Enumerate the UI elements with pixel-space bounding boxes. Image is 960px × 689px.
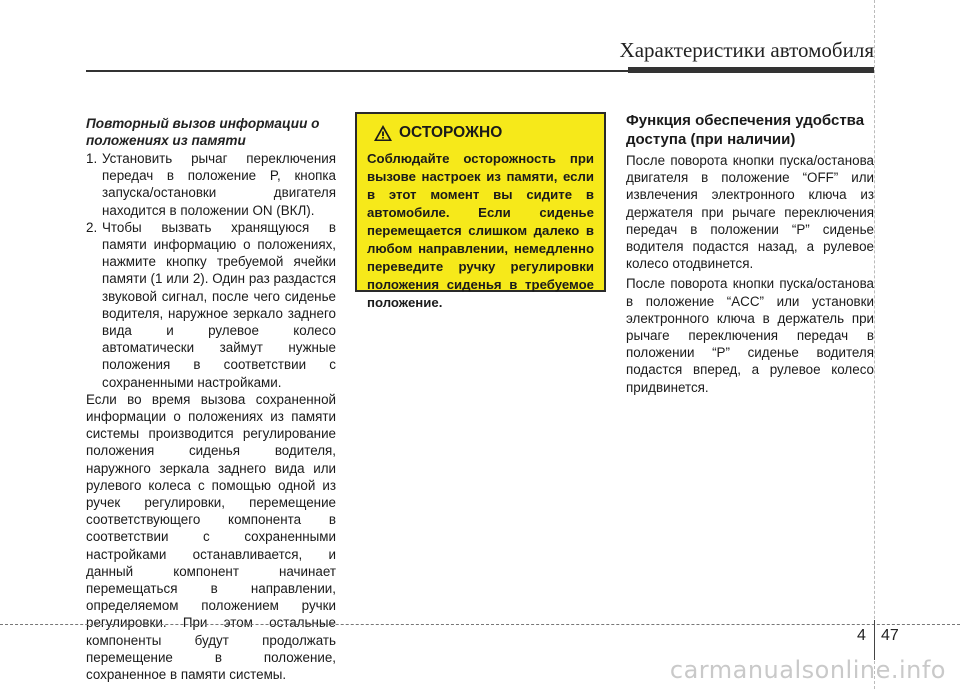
section-title: Характеристики автомобиля [619, 38, 874, 62]
step-number: 2. [86, 219, 98, 235]
right-column [626, 111, 874, 399]
step-number: 1. [86, 151, 98, 166]
chapter-number: 4 [857, 627, 866, 644]
step-text: Установить рычаг переключения передач в положение P, кнопка запуска/остановки двигателя находится в положении ON (ВКЛ). [102, 151, 336, 218]
page-number: 47 [881, 627, 899, 644]
warning-title: ОСТОРОЖНО [399, 124, 503, 141]
easy-access-paragraph: После поворота кнопки пуска/останова в положение “ACC” или установки электронного ключа в держатель при рычаге переключения передач в положении “P” сиденье водителя подастся вперед, а рулевое колесо придвинется. [626, 276, 874, 395]
left-column [86, 115, 336, 683]
list-item [86, 219, 336, 391]
memory-recall-heading: Повторный вызов информации о положениях из памяти [86, 116, 320, 148]
warning-text: Соблюдайте осторожность при вызове настроек из памяти, если в этот момент вы сидите в автомобиле. Если сиденье перемещается слишком далеко в любом направлении, немедленно переведите ручку регулировки положения сиденья в требуемое положение. [367, 151, 594, 310]
page-number-separator [874, 620, 875, 660]
easy-access-heading: Функция обеспечения удобства доступа (при наличии) [626, 112, 865, 148]
easy-access-paragraph: После поворота кнопки пуска/останова двигателя в положение “OFF” или извлечения электронного ключа из держателя при рычаге переключения передач в положении “P” сиденье водителя подастся назад, а рулевое колесо отодвинется. [626, 153, 874, 272]
warning-triangle-icon [373, 124, 393, 142]
list-item [86, 150, 336, 219]
header-rule-accent [628, 67, 874, 73]
page-crop-mark [874, 0, 875, 689]
warning-box [355, 112, 606, 310]
footer-divider [0, 624, 960, 625]
warning-header [367, 120, 594, 146]
memory-recall-note: Если во время вызова сохраненной информации о положениях из памяти системы производится регулирование положения сиденья водителя, наружного зеркала заднего вида или рулевого колеса с помощью одной из ручек регулировки, перемещение соответствующего компонента в соответствии с сохраненными настройками останавливается, и данный компонент начинает перемещаться в направлении, определяемом положением ручки регулировки. При этом остальные компоненты будут продолжать перемещение в положение, сохраненное в памяти системы. [86, 391, 336, 683]
steps-list [86, 150, 336, 391]
watermark: carmanualsonline.info [669, 656, 946, 684]
step-text: Чтобы вызвать хранящуюся в памяти информацию о положениях, нажмите кнопку требуемой ячейки памяти (1 или 2). Один раз раздастся звуковой сигнал, после чего сиденье водителя, наружное зеркало заднего вида и рулевое колесо автоматически займут нужные положения в соответствии с сохраненными настройками. [102, 219, 336, 390]
